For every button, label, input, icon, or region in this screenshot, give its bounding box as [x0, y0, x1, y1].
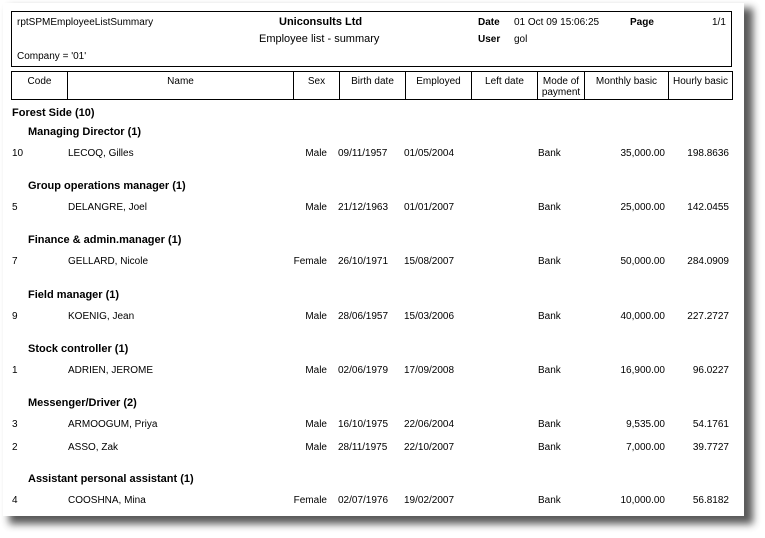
report-id: rptSPMEmployeeListSummary [17, 17, 154, 28]
cell-employed: 19/02/2007 [404, 495, 455, 506]
cell-name: DELANGRE, Joel [68, 202, 147, 213]
col-name: Name [68, 72, 294, 99]
cell-name: ARMOOGUM, Priya [68, 419, 158, 430]
cell-code: 7 [12, 256, 18, 267]
cell-birth: 28/06/1957 [338, 311, 389, 322]
cell-birth: 16/10/1975 [338, 419, 389, 430]
cell-code: 3 [12, 419, 18, 430]
page-value: 1/1 [712, 17, 726, 28]
group-title: Messenger/Driver (2) [28, 397, 137, 409]
col-birth-date: Birth date [340, 72, 406, 99]
cell-monthly: 7,000.00 [626, 442, 665, 453]
col-monthly-basic: Monthly basic [585, 72, 669, 99]
cell-hourly: 56.8182 [692, 495, 729, 506]
col-mode-of-payment: Mode of payment [538, 72, 585, 99]
cell-birth: 21/12/1963 [338, 202, 389, 213]
cell-employed: 15/03/2006 [404, 311, 455, 322]
cell-code: 10 [12, 148, 24, 159]
cell-name: LECOQ, Gilles [68, 148, 134, 159]
cell-code: 5 [12, 202, 18, 213]
cell-mode: Bank [538, 311, 561, 322]
cell-monthly: 16,900.00 [620, 365, 665, 376]
company-filter: Company = '01' [17, 51, 87, 62]
cell-sex: Male [305, 148, 327, 159]
cell-employed: 01/05/2004 [404, 148, 455, 159]
cell-sex: Female [293, 256, 327, 267]
cell-employed: 22/06/2004 [404, 419, 455, 430]
cell-mode: Bank [538, 495, 561, 506]
cell-name: GELLARD, Nicole [68, 256, 149, 267]
cell-mode: Bank [538, 419, 561, 430]
cell-mode: Bank [538, 442, 561, 453]
cell-hourly: 227.2727 [687, 311, 729, 322]
cell-hourly: 142.0455 [687, 202, 729, 213]
page-label: Page [630, 17, 654, 28]
cell-code: 1 [12, 365, 18, 376]
cell-name: ASSO, Zak [68, 442, 119, 453]
cell-hourly: 39.7727 [692, 442, 729, 453]
user-value: gol [514, 34, 528, 45]
report-page [3, 3, 744, 516]
cell-mode: Bank [538, 148, 561, 159]
col-hourly-basic: Hourly basic [672, 76, 729, 87]
report-header [11, 11, 732, 67]
cell-mode: Bank [538, 256, 561, 267]
cell-mode: Bank [538, 202, 561, 213]
cell-sex: Male [305, 419, 327, 430]
cell-monthly: 10,000.00 [620, 495, 665, 506]
cell-birth: 02/06/1979 [338, 365, 389, 376]
cell-monthly: 40,000.00 [620, 311, 665, 322]
cell-sex: Male [305, 311, 327, 322]
cell-name: ADRIEN, JEROME [68, 365, 154, 376]
cell-employed: 22/10/2007 [404, 442, 455, 453]
group-title: Field manager (1) [28, 289, 120, 301]
date-label: Date [478, 17, 500, 28]
cell-monthly: 9,535.00 [626, 419, 665, 430]
location-title: Forest Side (10) [12, 107, 95, 119]
column-header-row [11, 71, 733, 100]
group-title: Stock controller (1) [28, 343, 129, 355]
cell-name: COOSHNA, Mina [68, 495, 146, 506]
group-title: Finance & admin.manager (1) [28, 234, 182, 246]
cell-code: 2 [12, 442, 18, 453]
group-title: Managing Director (1) [28, 126, 142, 138]
group-title: Group operations manager (1) [28, 180, 186, 192]
group-title: Assistant personal assistant (1) [28, 473, 194, 485]
cell-birth: 26/10/1971 [338, 256, 389, 267]
cell-sex: Female [293, 495, 327, 506]
cell-sex: Male [305, 442, 327, 453]
col-left-date: Left date [472, 72, 538, 99]
cell-birth: 28/11/1975 [338, 442, 388, 453]
cell-sex: Male [305, 365, 327, 376]
col-code: Code [12, 72, 68, 99]
user-label: User [478, 34, 501, 45]
cell-employed: 15/08/2007 [404, 256, 455, 267]
report-subtitle: Employee list - summary [259, 33, 380, 45]
cell-sex: Male [305, 202, 327, 213]
cell-hourly: 54.1761 [692, 419, 729, 430]
cell-monthly: 25,000.00 [620, 202, 665, 213]
date-value: 01 Oct 09 15:06:25 [514, 17, 600, 28]
cell-hourly: 96.0227 [692, 365, 729, 376]
col-employed: Employed [406, 72, 472, 99]
col-sex: Sex [294, 72, 340, 99]
cell-code: 4 [12, 495, 18, 506]
cell-hourly: 284.0909 [687, 256, 729, 267]
cell-code: 9 [12, 311, 18, 322]
cell-mode: Bank [538, 365, 561, 376]
cell-hourly: 198.8636 [687, 148, 729, 159]
cell-monthly: 50,000.00 [620, 256, 665, 267]
cell-birth: 02/07/1976 [338, 495, 389, 506]
cell-birth: 09/11/1957 [338, 148, 388, 159]
cell-employed: 01/01/2007 [404, 202, 455, 213]
cell-name: KOENIG, Jean [68, 311, 135, 322]
cell-employed: 17/09/2008 [404, 365, 455, 376]
company-name: Uniconsults Ltd [279, 16, 363, 28]
cell-monthly: 35,000.00 [620, 148, 665, 159]
